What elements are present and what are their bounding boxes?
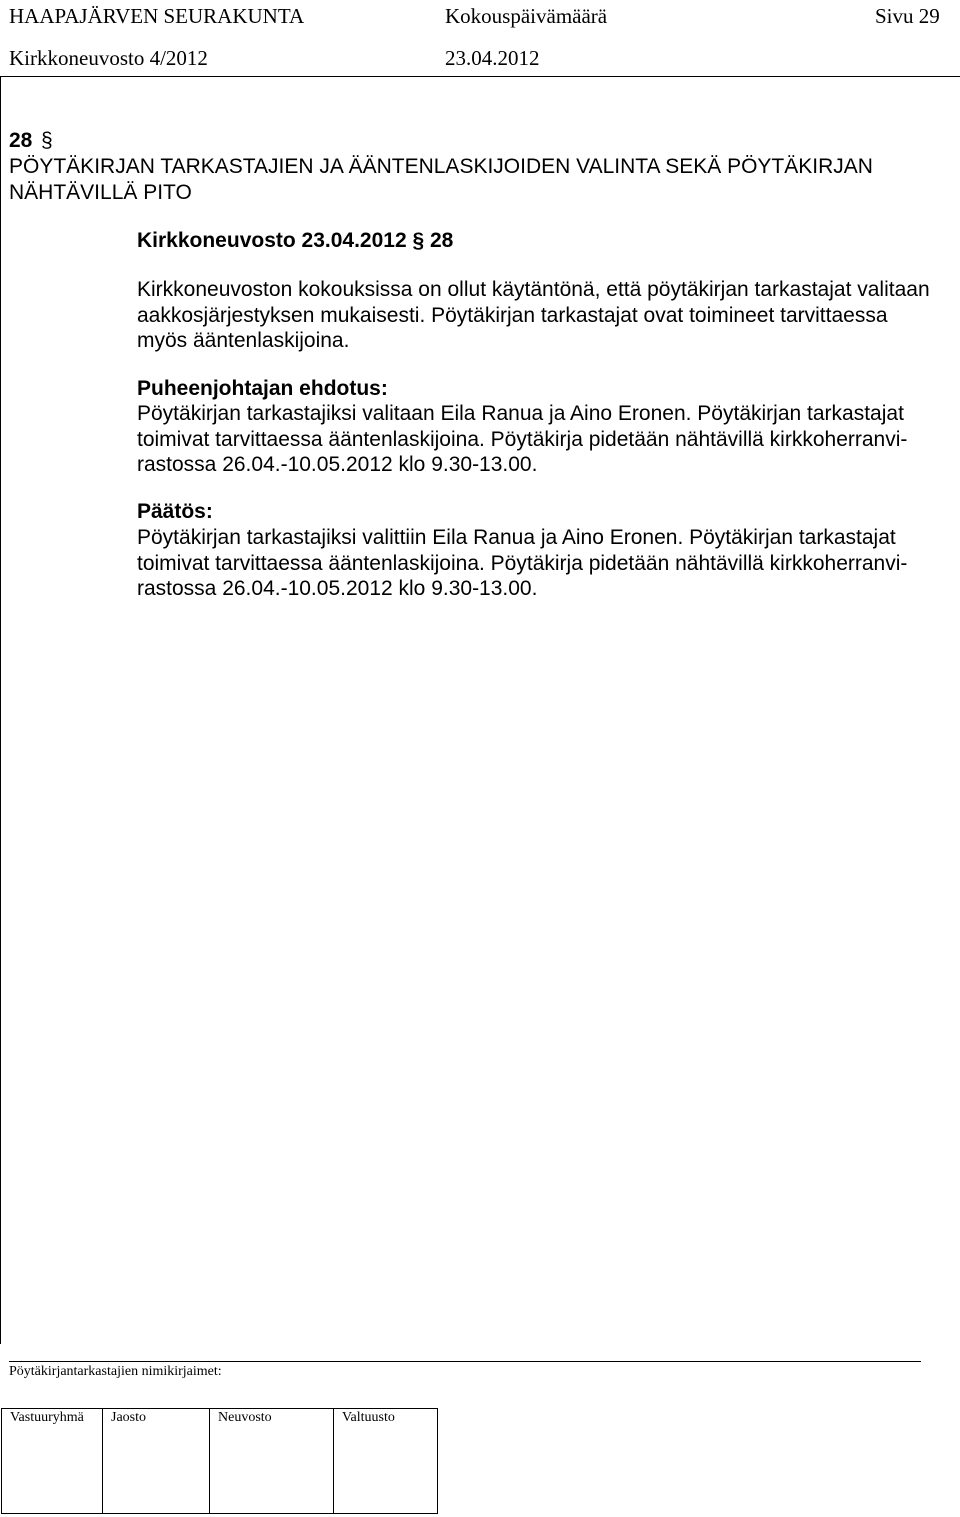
proposal-paragraph (137, 401, 937, 478)
proposal-line: rastossa 26.04.-10.05.2012 klo 9.30-13.00. (137, 453, 538, 476)
page-indicator (875, 4, 940, 28)
decision-line: rastossa 26.04.-10.05.2012 klo 9.30-13.00. (137, 577, 538, 600)
decision-paragraph (137, 525, 937, 602)
decision-line: Pöytäkirjan tarkastajiksi valittiin Eila Ranua ja Aino Eronen. Pöytäkirjan tarkastajat (137, 526, 896, 549)
section-number: 28 (9, 129, 33, 152)
box-label: Neuvosto (218, 1410, 272, 1425)
intro-line: Kirkkoneuvoston kokouksissa on ollut käytäntönä, että pöytäkirjan tarkastajat valitaan (137, 278, 930, 301)
decision-heading: Päätös: (137, 500, 213, 523)
left-margin-rule (0, 76, 1, 1344)
approval-boxes (1, 1408, 438, 1514)
box-label: Jaosto (111, 1410, 146, 1425)
box-jaosto (103, 1409, 210, 1514)
meeting-date: 23.04.2012 (445, 46, 540, 70)
intro-paragraph (137, 277, 937, 354)
proposal-heading: Puheenjohtajan ehdotus: (137, 377, 388, 400)
box-neuvosto (210, 1409, 334, 1514)
page-number: 29 (918, 4, 940, 28)
section-symbol: § (41, 129, 53, 152)
intro-line: aakkosjärjestyksen mukaisesti. Pöytäkirjan tarkastajat ovat toimineet tarvittaessa (137, 303, 888, 327)
date-label: Kokouspäivämäärä (445, 4, 608, 28)
header-divider (0, 76, 960, 77)
box-valtuusto (334, 1409, 438, 1514)
meeting-name: Kirkkoneuvosto 4/2012 (9, 46, 208, 70)
meeting-reference: Kirkkoneuvosto 23.04.2012 § 28 (137, 229, 454, 252)
organization-name: HAAPAJÄRVEN SEURAKUNTA (9, 4, 305, 28)
box-vastuuryhma (2, 1409, 103, 1514)
box-label: Vastuuryhmä (10, 1410, 84, 1425)
box-label: Valtuusto (342, 1410, 395, 1425)
signature-line (9, 1361, 921, 1362)
decision-line: toimivat tarvittaessa ääntenlaskijoina. Pöytäkirja pidetään nähtävillä kirkkoherranvi- (137, 551, 908, 575)
proposal-line: toimivat tarvittaessa ääntenlaskijoina. Pöytäkirja pidetään nähtävillä kirkkoherranvi- (137, 427, 908, 451)
proposal-line: Pöytäkirjan tarkastajiksi valitaan Eila Ranua ja Aino Eronen. Pöytäkirjan tarkastajat (137, 402, 904, 425)
section-title: PÖYTÄKIRJAN TARKASTAJIEN JA ÄÄNTENLASKIJOIDEN VALINTA SEKÄ PÖYTÄKIRJAN NÄHTÄVILLÄ PITO (9, 155, 873, 204)
signature-label: Pöytäkirjantarkastajien nimikirjaimet: (9, 1364, 222, 1379)
intro-line: myös ääntenlaskijoina. (137, 329, 350, 352)
page-label: Sivu (875, 4, 914, 28)
